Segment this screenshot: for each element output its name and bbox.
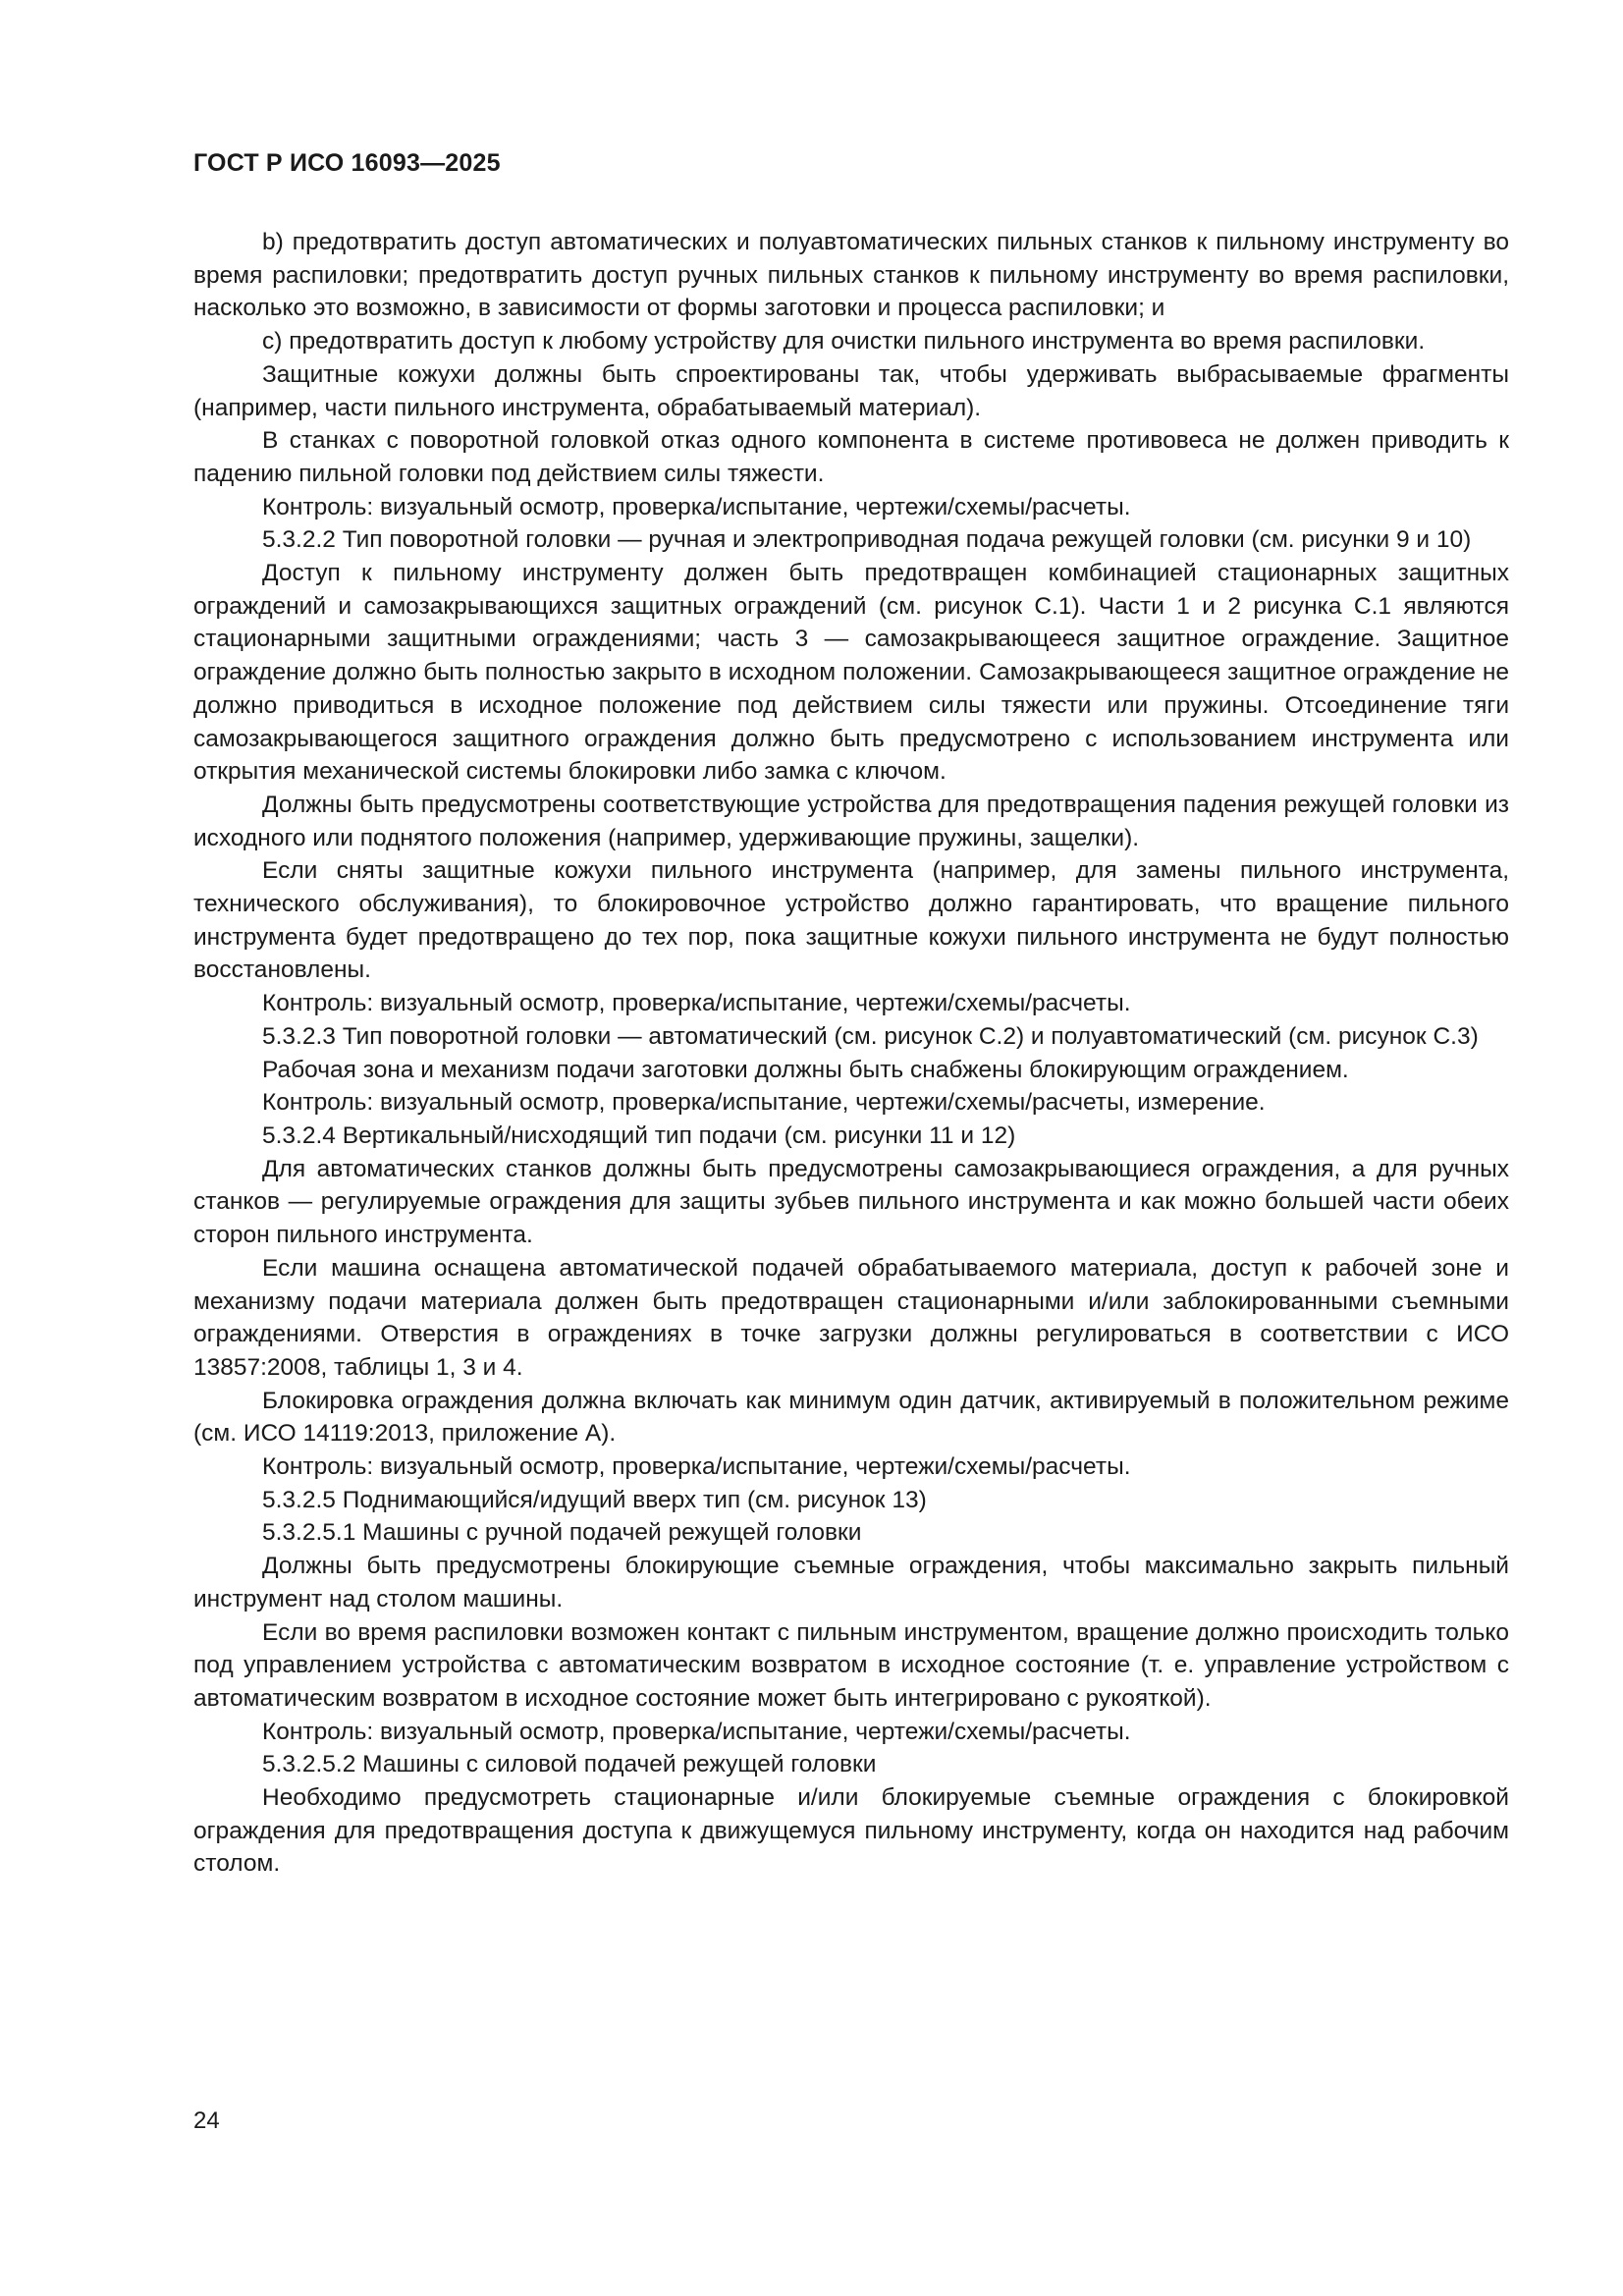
paragraph: Контроль: визуальный осмотр, проверка/испытание, чертежи/схемы/расчеты.: [262, 990, 1131, 1017]
section-heading: 5.3.2.5.2 Машины с силовой подачей режущей головки: [262, 1751, 877, 1778]
paragraph: Контроль: визуальный осмотр, проверка/испытание, чертежи/схемы/расчеты.: [262, 1718, 1131, 1745]
page-number: 24: [193, 2107, 220, 2134]
paragraph: Контроль: визуальный осмотр, проверка/испытание, чертежи/схемы/расчеты.: [262, 1453, 1131, 1481]
section-heading: 5.3.2.3 Тип поворотной головки — автоматический (см. рисунок С.2) и полуавтоматический (см. рисунок С.3): [262, 1022, 1479, 1050]
document-header: ГОСТ Р ИСО 16093—2025: [193, 149, 501, 177]
section-heading: 5.3.2.5.1 Машины с ручной подачей режущей головки: [262, 1519, 862, 1547]
section-heading: 5.3.2.4 Вертикальный/нисходящий тип подачи (см. рисунки 11 и 12): [262, 1121, 1016, 1149]
paragraph: Для автоматических станков должны быть предусмотрены самозакрывающиеся ограждения, а для ручных станков — регулируемые ограждения для защиты зубьев пильного инструмента и как можно большей части обеих сторон пильного инструмента.: [193, 1155, 1509, 1249]
section-heading: 5.3.2.2 Тип поворотной головки — ручная и электроприводная подача режущей головки (см. рисунки 9 и 10): [262, 526, 1472, 554]
section-heading: 5.3.2.5 Поднимающийся/идущий вверх тип (см. рисунок 13): [262, 1486, 927, 1513]
paragraph: В станках с поворотной головкой отказ одного компонента в системе противовеса не должен приводить к падению пильной головки под действием силы тяжести.: [193, 427, 1509, 487]
paragraph: Должны быть предусмотрены соответствующие устройства для предотвращения падения режущей головки из исходного или поднятого положения (например, удерживающие пружины, защелки).: [193, 791, 1509, 851]
paragraph: Блокировка ограждения должна включать как минимум один датчик, активируемый в положительном режиме (см. ИСО 14119:2013, приложение А).: [193, 1387, 1509, 1448]
paragraph: Защитные кожухи должны быть спроектированы так, чтобы удерживать выбрасываемые фрагменты (например, части пильного инструмента, обрабатываемый материал).: [193, 360, 1509, 421]
paragraph: Контроль: визуальный осмотр, проверка/испытание, чертежи/схемы/расчеты.: [262, 493, 1131, 520]
paragraph: Рабочая зона и механизм подачи заготовки должны быть снабжены блокирующим ограждением.: [262, 1056, 1349, 1083]
paragraph: Контроль: визуальный осмотр, проверка/испытание, чертежи/схемы/расчеты, измерение.: [262, 1089, 1266, 1117]
paragraph: Доступ к пильному инструменту должен быть предотвращен комбинацией стационарных защитных ограждений и самозакрывающихся защитных ограждений (см. рисунок С.1). Части 1 и 2 рисунка С.1 являются стационарными защитными ограждениями; часть 3 — самозакрывающееся защитное ограждение. Защитное ограждение должно быть полностью закрыто в исходном положении. Самозакрывающееся защитное ограждение не должно приводиться в исходное положение под действием силы тяжести или пружины. Отсоединение тяги самозакрывающегося защитного ограждения должно быть предусмотрено с использованием инструмента или открытия механической системы блокировки либо замка с ключом.: [193, 560, 1509, 786]
paragraph: c) предотвратить доступ к любому устройству для очистки пильного инструмента во время распиловки.: [262, 328, 1426, 355]
paragraph: Если машина оснащена автоматической подачей обрабатываемого материала, доступ к рабочей зоне и механизму подачи материала должен быть предотвращен стационарными и/или заблокированными съемными ограждениями. Отверстия в ограждениях в точке загрузки должны регулироваться в соответствии с ИСО 13857:2008, таблицы 1, 3 и 4.: [193, 1254, 1509, 1381]
paragraph: Необходимо предусмотреть стационарные и/или блокируемые съемные ограждения с блокировкой ограждения для предотвращения доступа к движущемуся пильному инструменту, когда он находится над рабочим столом.: [193, 1784, 1509, 1878]
document-body: [193, 226, 1509, 1881]
paragraph: Должны быть предусмотрены блокирующие съемные ограждения, чтобы максимально закрыть пильный инструмент над столом машины.: [193, 1553, 1509, 1613]
paragraph: Если сняты защитные кожухи пильного инструмента (например, для замены пильного инструмента, технического обслуживания), то блокировочное устройство должно гарантировать, что вращение пильного инструмента будет предотвращено до тех пор, пока защитные кожухи пильного инструмента не будут полностью восстановлены.: [193, 857, 1509, 984]
paragraph: Если во время распиловки возможен контакт с пильным инструментом, вращение должно происходить только под управлением устройства с автоматическим возвратом в исходное состояние (т. е. управление устройством с автоматическим возвратом в исходное состояние может быть интегрировано с рукояткой).: [193, 1618, 1509, 1712]
paragraph: b) предотвратить доступ автоматических и полуавтоматических пильных станков к пильному инструменту во время распиловки; предотвратить доступ ручных пильных станков к пильному инструменту во время распиловки, насколько это возможно, в зависимости от формы заготовки и процесса распиловки; и: [193, 229, 1509, 322]
